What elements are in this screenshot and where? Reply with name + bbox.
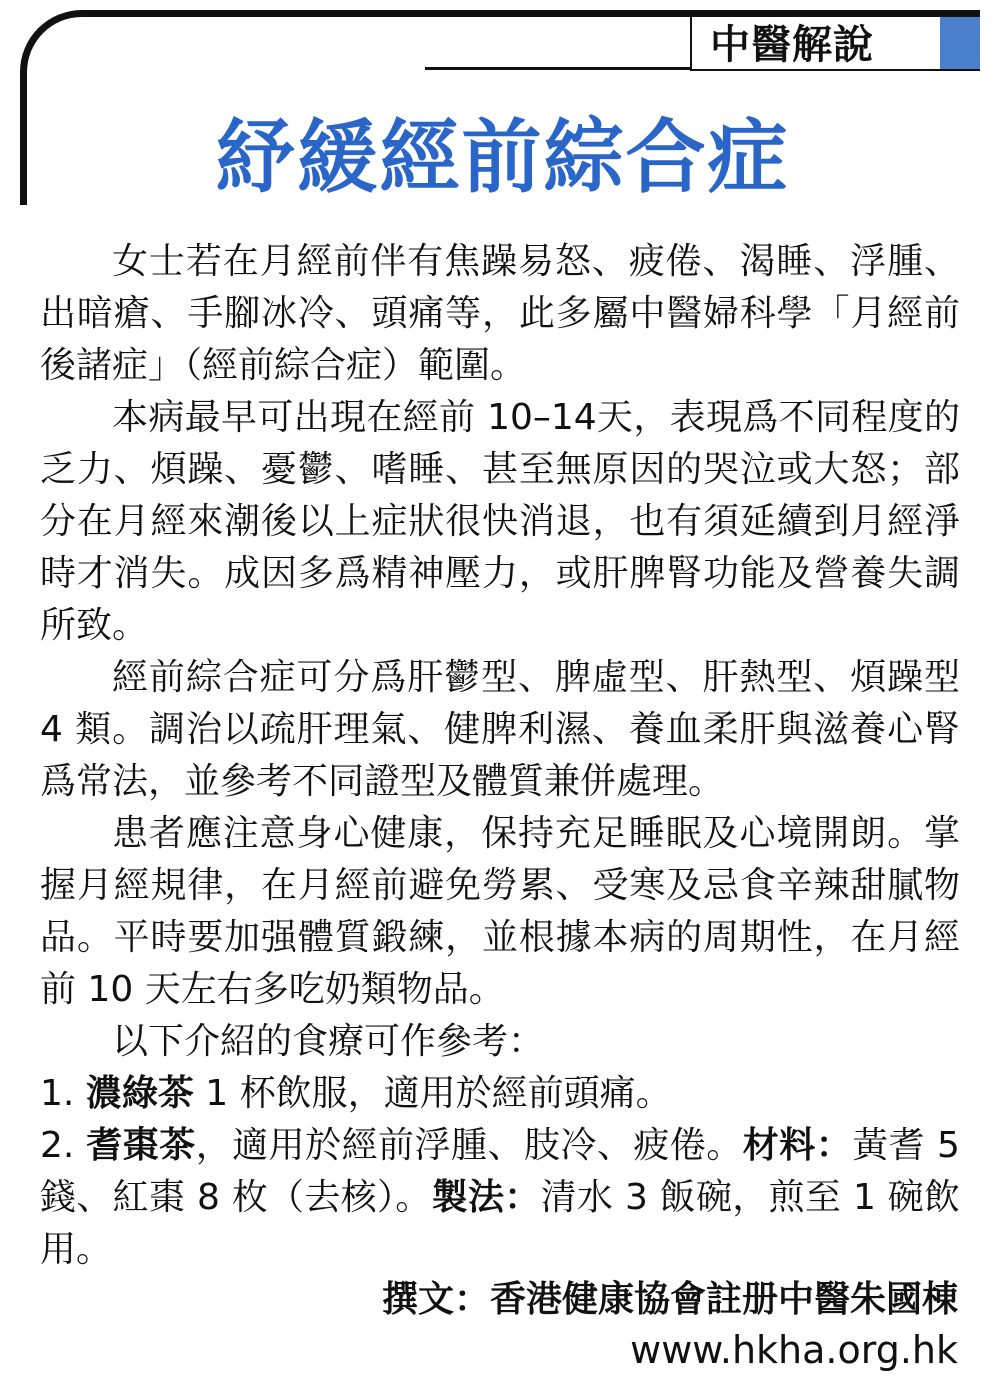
article-body xyxy=(40,236,960,1276)
recipe-description: ，適用於經前浮腫、肢冷、疲倦。 xyxy=(195,1125,743,1166)
paragraph-types: 經前綜合症可分爲肝鬱型、脾虛型、肝熱型、煩躁型 4 類。調治以疏肝理氣、健脾利濕、養血柔肝與滋養心腎爲常法，並參考不同證型及體質兼併處理。 xyxy=(40,657,960,802)
recipe-number: 2. xyxy=(40,1125,75,1166)
headline: 紓緩經前綜合症 xyxy=(215,111,790,204)
author-byline: 撰文：香港健康協會註册中醫朱國棟 xyxy=(381,1279,958,1320)
recipe-number: 1. xyxy=(40,1073,75,1114)
section-tag-color-block xyxy=(940,17,980,69)
recipe-materials: 黃耆 5 錢、紅棗 8 枚（去核）。 xyxy=(40,1125,960,1218)
recipe-method-label: 製法： xyxy=(431,1177,541,1218)
section-tag xyxy=(690,17,980,71)
frame-top-rule xyxy=(180,10,980,17)
section-tag-underline xyxy=(425,67,690,70)
recipe-description: 1 杯飲服，適用於經前頭痛。 xyxy=(193,1073,672,1114)
recipe-item xyxy=(40,1068,960,1120)
website-url: www.hkha.org.hk xyxy=(630,1328,958,1372)
paragraph-recipes-intro: 以下介紹的食療可作參考： xyxy=(112,1021,545,1062)
paragraph-intro: 女士若在月經前伴有焦躁易怒、疲倦、渴睡、浮腫、出暗瘡、手腳冰冷、頭痛等，此多屬中醫婦科學「月經前後諸症」（經前綜合症）範圍。 xyxy=(40,241,960,386)
recipe-name: 耆棗茶 xyxy=(86,1125,196,1166)
paragraph-symptoms: 本病最早可出現在經前 10–14天，表現爲不同程度的乏力、煩躁、憂鬱、嗜睡、甚至無原因的哭泣或大怒；部分在月經來潮後以上症狀很快消退，也有須延續到月經淨時才消失。成因多爲精神壓力，或肝脾腎功能及營養失調所致。 xyxy=(40,397,960,646)
section-tag-label: 中醫解說 xyxy=(710,22,874,68)
recipe-materials-label: 材料： xyxy=(742,1125,853,1166)
recipe-method: 清水 3 飯碗，煎至 1 碗飲用。 xyxy=(40,1177,960,1270)
paragraph-advice: 患者應注意身心健康，保持充足睡眠及心境開朗。掌握月經規律，在月經前避免勞累、受寒及忌食辛辣甜膩物品。平時要加强體質鍛練，並根據本病的周期性，在月經前 10 天左右多吃奶類物品。 xyxy=(40,813,960,1010)
recipe-name: 濃綠茶 xyxy=(85,1073,194,1114)
recipe-item xyxy=(40,1120,960,1276)
